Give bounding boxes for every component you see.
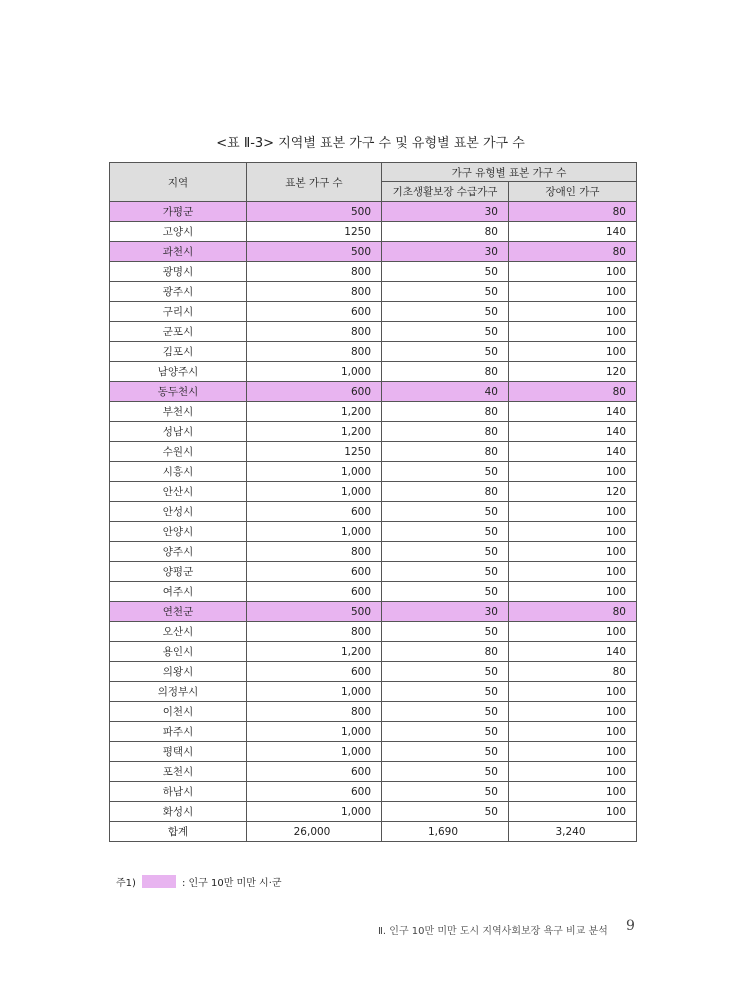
- table-row: [110, 482, 637, 502]
- basic-cell: 80: [382, 422, 509, 442]
- basic-cell: 50: [382, 702, 509, 722]
- disabled-cell: 80: [509, 202, 637, 222]
- region-cell: 안양시: [110, 522, 247, 542]
- disabled-cell: 120: [509, 482, 637, 502]
- table-row: [110, 362, 637, 382]
- disabled-cell: 100: [509, 342, 637, 362]
- sample-cell: 1,000: [247, 682, 382, 702]
- region-cell: 하남시: [110, 782, 247, 802]
- table-caption: <표 Ⅱ-3> 지역별 표본 가구 수 및 유형별 표본 가구 수: [216, 136, 525, 151]
- table-row: [110, 242, 637, 262]
- basic-cell: 50: [382, 802, 509, 822]
- disabled-cell: 100: [509, 502, 637, 522]
- region-cell: 안성시: [110, 502, 247, 522]
- table-row: [110, 442, 637, 462]
- basic-cell: 40: [382, 382, 509, 402]
- disabled-cell: 100: [509, 742, 637, 762]
- page-number: 9: [626, 918, 635, 934]
- table-row: [110, 542, 637, 562]
- basic-cell: 50: [382, 742, 509, 762]
- region-cell: 과천시: [110, 242, 247, 262]
- region-cell: 성남시: [110, 422, 247, 442]
- disabled-cell: 100: [509, 682, 637, 702]
- region-cell: 광주시: [110, 282, 247, 302]
- region-cell: 고양시: [110, 222, 247, 242]
- table-row: [110, 522, 637, 542]
- sample-cell: 1,200: [247, 402, 382, 422]
- disabled-cell: 80: [509, 242, 637, 262]
- table-row: [110, 342, 637, 362]
- sample-cell: 600: [247, 782, 382, 802]
- region-cell: 부천시: [110, 402, 247, 422]
- disabled-cell: 100: [509, 542, 637, 562]
- sample-cell: 800: [247, 322, 382, 342]
- sample-cell: 1,000: [247, 722, 382, 742]
- disabled-cell: 140: [509, 642, 637, 662]
- basic-cell: 50: [382, 262, 509, 282]
- sample-cell: 800: [247, 622, 382, 642]
- disabled-cell: 80: [509, 382, 637, 402]
- sample-cell: 1250: [247, 222, 382, 242]
- table-row: [110, 742, 637, 762]
- table-row: [110, 602, 637, 622]
- table-row: [110, 382, 637, 402]
- disabled-cell: 100: [509, 582, 637, 602]
- table-header: [110, 163, 637, 202]
- sample-cell: 800: [247, 542, 382, 562]
- disabled-cell: 140: [509, 422, 637, 442]
- basic-cell: 50: [382, 282, 509, 302]
- disabled-cell: 80: [509, 602, 637, 622]
- disabled-cell: 140: [509, 402, 637, 422]
- basic-cell: 50: [382, 622, 509, 642]
- total-disabled: 3,240: [509, 822, 637, 842]
- sample-cell: 1,000: [247, 742, 382, 762]
- table-note: [116, 874, 282, 889]
- table-row: [110, 662, 637, 682]
- sample-cell: 600: [247, 502, 382, 522]
- region-cell: 구리시: [110, 302, 247, 322]
- basic-cell: 50: [382, 462, 509, 482]
- table-row: [110, 462, 637, 482]
- table-row: [110, 222, 637, 242]
- sample-cell: 500: [247, 602, 382, 622]
- basic-cell: 50: [382, 562, 509, 582]
- basic-cell: 50: [382, 522, 509, 542]
- sample-households-table: [109, 162, 637, 842]
- basic-cell: 50: [382, 302, 509, 322]
- sample-cell: 600: [247, 562, 382, 582]
- disabled-cell: 100: [509, 762, 637, 782]
- sample-cell: 1,000: [247, 462, 382, 482]
- table-row: [110, 502, 637, 522]
- table-row: [110, 622, 637, 642]
- basic-cell: 50: [382, 582, 509, 602]
- region-cell: 용인시: [110, 642, 247, 662]
- total-row: [110, 822, 637, 842]
- basic-cell: 50: [382, 662, 509, 682]
- region-cell: 시흥시: [110, 462, 247, 482]
- basic-cell: 30: [382, 602, 509, 622]
- basic-cell: 30: [382, 202, 509, 222]
- sample-cell: 500: [247, 242, 382, 262]
- table-row: [110, 422, 637, 442]
- region-cell: 의정부시: [110, 682, 247, 702]
- sample-cell: 600: [247, 582, 382, 602]
- region-cell: 남양주시: [110, 362, 247, 382]
- table-row: [110, 582, 637, 602]
- region-cell: 광명시: [110, 262, 247, 282]
- disabled-cell: 80: [509, 662, 637, 682]
- table-row: [110, 202, 637, 222]
- table-row: [110, 262, 637, 282]
- total-sample: 26,000: [247, 822, 382, 842]
- sample-cell: 1,000: [247, 482, 382, 502]
- disabled-cell: 100: [509, 262, 637, 282]
- sample-cell: 800: [247, 262, 382, 282]
- region-cell: 군포시: [110, 322, 247, 342]
- sample-cell: 1,000: [247, 362, 382, 382]
- sample-cell: 600: [247, 382, 382, 402]
- basic-cell: 80: [382, 402, 509, 422]
- region-cell: 김포시: [110, 342, 247, 362]
- sample-cell: 1250: [247, 442, 382, 462]
- disabled-cell: 100: [509, 802, 637, 822]
- table-row: [110, 322, 637, 342]
- region-cell: 이천시: [110, 702, 247, 722]
- sample-cell: 1,000: [247, 802, 382, 822]
- region-cell: 가평군: [110, 202, 247, 222]
- disabled-cell: 100: [509, 302, 637, 322]
- disabled-cell: 100: [509, 782, 637, 802]
- basic-cell: 50: [382, 722, 509, 742]
- region-cell: 동두천시: [110, 382, 247, 402]
- header-disabled: 장애인 가구: [509, 182, 637, 202]
- region-cell: 양주시: [110, 542, 247, 562]
- basic-cell: 50: [382, 762, 509, 782]
- table-row: [110, 562, 637, 582]
- disabled-cell: 100: [509, 462, 637, 482]
- basic-cell: 80: [382, 482, 509, 502]
- basic-cell: 80: [382, 642, 509, 662]
- basic-cell: 50: [382, 322, 509, 342]
- basic-cell: 50: [382, 782, 509, 802]
- region-cell: 화성시: [110, 802, 247, 822]
- table-row: [110, 642, 637, 662]
- sample-cell: 800: [247, 342, 382, 362]
- page-footer: Ⅱ. 인구 10만 미만 도시 지역사회보장 욕구 비교 분석: [378, 926, 608, 937]
- table-row: [110, 682, 637, 702]
- sample-cell: 600: [247, 762, 382, 782]
- total-label: 합계: [110, 822, 247, 842]
- region-cell: 포천시: [110, 762, 247, 782]
- disabled-cell: 100: [509, 522, 637, 542]
- sample-cell: 1,200: [247, 422, 382, 442]
- region-cell: 안산시: [110, 482, 247, 502]
- table-row: [110, 762, 637, 782]
- table-row: [110, 802, 637, 822]
- disabled-cell: 100: [509, 622, 637, 642]
- table-row: [110, 302, 637, 322]
- note-label: 주1): [116, 878, 136, 889]
- note-text: : 인구 10만 미만 시·군: [181, 878, 282, 889]
- basic-cell: 30: [382, 242, 509, 262]
- sample-cell: 500: [247, 202, 382, 222]
- table-row: [110, 722, 637, 742]
- region-cell: 오산시: [110, 622, 247, 642]
- table-row: [110, 402, 637, 422]
- disabled-cell: 100: [509, 722, 637, 742]
- basic-cell: 50: [382, 502, 509, 522]
- table-body: [110, 202, 637, 822]
- region-cell: 평택시: [110, 742, 247, 762]
- basic-cell: 50: [382, 682, 509, 702]
- disabled-cell: 100: [509, 562, 637, 582]
- highlight-swatch: [142, 875, 176, 888]
- header-sample: 표본 가구 수: [247, 163, 382, 202]
- header-region: 지역: [110, 163, 247, 202]
- sample-cell: 800: [247, 282, 382, 302]
- disabled-cell: 100: [509, 322, 637, 342]
- sample-cell: 600: [247, 662, 382, 682]
- region-cell: 여주시: [110, 582, 247, 602]
- region-cell: 수원시: [110, 442, 247, 462]
- header-basic: 기초생활보장 수급가구: [382, 182, 509, 202]
- basic-cell: 50: [382, 542, 509, 562]
- table-row: [110, 782, 637, 802]
- disabled-cell: 140: [509, 442, 637, 462]
- sample-cell: 800: [247, 702, 382, 722]
- region-cell: 의왕시: [110, 662, 247, 682]
- sample-cell: 1,200: [247, 642, 382, 662]
- disabled-cell: 140: [509, 222, 637, 242]
- table-row: [110, 282, 637, 302]
- basic-cell: 80: [382, 442, 509, 462]
- table-row: [110, 702, 637, 722]
- header-by-type: 가구 유형별 표본 가구 수: [382, 163, 637, 182]
- disabled-cell: 100: [509, 702, 637, 722]
- total-basic: 1,690: [382, 822, 509, 842]
- sample-cell: 1,000: [247, 522, 382, 542]
- basic-cell: 80: [382, 222, 509, 242]
- basic-cell: 50: [382, 342, 509, 362]
- region-cell: 연천군: [110, 602, 247, 622]
- sample-cell: 600: [247, 302, 382, 322]
- region-cell: 양평군: [110, 562, 247, 582]
- disabled-cell: 120: [509, 362, 637, 382]
- disabled-cell: 100: [509, 282, 637, 302]
- basic-cell: 80: [382, 362, 509, 382]
- region-cell: 파주시: [110, 722, 247, 742]
